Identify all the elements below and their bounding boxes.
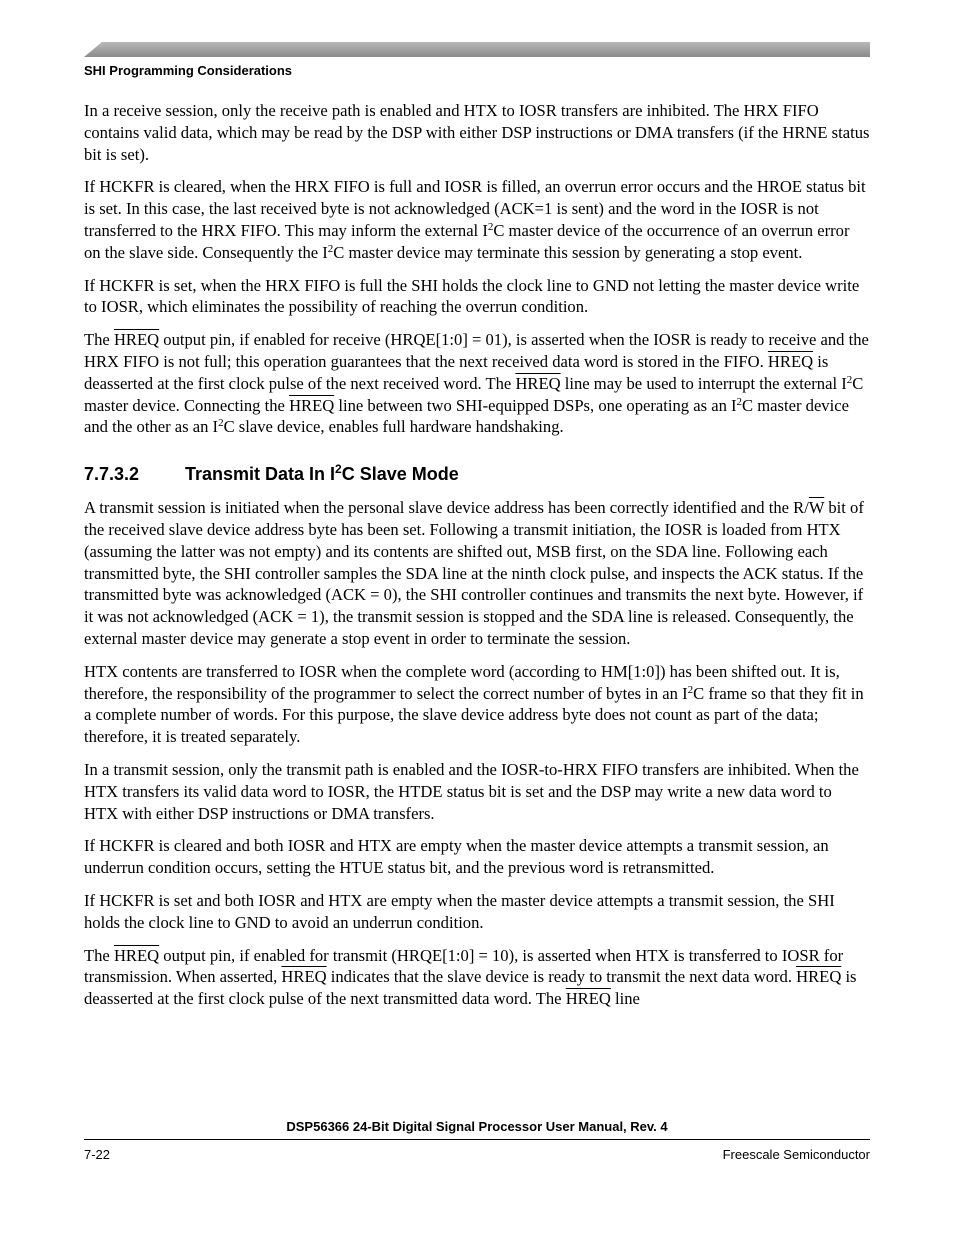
paragraph-htx-contents: HTX contents are transferred to IOSR when the complete word (according to HM[1:0]) has been shifted out. It is, therefore, the responsibility of the programmer to select the correct number of bytes in an $I^2C$ frame so that they fit in a complete number of words. For this purpose, the slave device address byte does not count as part of the data; therefore, it is treated separately. (84, 661, 864, 747)
hreq-signal: HREQ (565, 989, 611, 1009)
paragraph-hckfr-cleared: If HCKFR is cleared, when the HRX FIFO is full and IOSR is filled, an overrun error occurs and the HROE status bit is set. In this case, the last received byte is not acknowledged (ACK=1 is sent) and the word in the IOSR is not transferred to the HRX FIFO. This may inform the external $I^2C$ master device of the occurrence of an overrun error on the slave side. Consequently the $I^2C$ master device may terminate this session by generating a stop event. (84, 177, 866, 262)
w-signal: $\overline{W}$ (808, 498, 825, 518)
section-title: Transmit Data In $I^2C$ Slave Mode (185, 462, 459, 485)
paragraph-underrun: If HCKFR is cleared and both IOSR and HTX are empty when the master device attempts a transmit session, an underrun condition occurs, setting the HTUE status bit, and the previous word is retransmitted. (84, 836, 829, 878)
hreq-signal: HREQ (113, 330, 160, 350)
paragraph-hreq-receive: The HREQ output pin, if enabled for receive (HRQE[1:0] = 01), is asserted when the IOSR is ready to receive and the HRX FIFO is not full; this operation guarantees that the next received data word is stored in the FIFO. HREQ is deasserted at the first clock pulse of the next received word. The HREQ line may be used to interrupt the external $I^2C$ master device. Connecting the HREQ line between two SHI-equipped DSPs, one operating as an $I^2C$ master device and the other as an $I^2C$ slave device, enables full hardware handshaking. (84, 330, 869, 437)
footer-rule (84, 1139, 870, 1140)
paragraph-receive-session: In a receive session, only the receive path is enabled and HTX to IOSR transfers are inhibited. The HRX FIFO contains valid data, which may be read by the DSP with either DSP instructions or DMA transfers (if the HRNE status bit is set). (84, 101, 870, 164)
hreq-signal: HREQ (796, 967, 842, 987)
running-head: SHI Programming Considerations (84, 63, 293, 78)
hreq-signal: HREQ (289, 395, 335, 415)
section-number: 7.7.3.2 (84, 464, 140, 485)
paragraph-transmit-session: A transmit session is initiated when the personal slave device address has been correctly identified and the $R/\overline{W}$ bit of the received slave device address byte has been set. Following a transmit initiation, the IOSR is loaded from HTX (assuming the latter was not empty) and its contents are shifted out, MSB first, on the SDA line. Following each transmitted byte, the SHI controller samples the SDA line at the ninth clock pulse, and inspects the ACK status. If the transmitted byte was acknowledged (ACK = 0), the SHI controller continues and transmits the next byte. However, if it was not acknowledged (ACK = 1), the transmit session is stopped and the SDA line is released. Consequently, the external master device may generate a stop event in order to terminate the session. (84, 498, 864, 648)
footer-manual-title: DSP56366 24-Bit Digital Signal Processor User Manual, Rev. 4 (286, 1119, 668, 1134)
paragraph-hreq-transmit: The HREQ output pin, if enabled for transmit (HRQE[1:0] = 10), is asserted when HTX is transferred to IOSR for transmission. When asserted, HREQ indicates that the slave device is ready to transmit the next data word. HREQ is deasserted at the first clock pulse of the next transmitted data word. The HREQ line (84, 945, 857, 1009)
hreq-signal: HREQ (281, 967, 327, 987)
paragraph-hckfr-set-transmit: If HCKFR is set and both IOSR and HTX are empty when the master device attempts a transmit session, the SHI holds the clock line to GND to avoid an underrun condition. (84, 890, 835, 932)
paragraph-transmit-path: In a transmit session, only the transmit path is enabled and the IOSR-to-HRX FIFO transfers are inhibited. When the HTX transfers its valid data word to IOSR, the HTDE status bit is set and the DSP may write a new data word to HTX with either DSP instructions or DMA transfers. (84, 759, 859, 823)
footer-company: Freescale Semiconductor (722, 1147, 870, 1162)
section-heading (84, 463, 870, 485)
hreq-signal: HREQ (767, 351, 814, 371)
footer-page-number: 7-22 (84, 1147, 111, 1162)
hreq-signal: HREQ (515, 373, 561, 393)
header-band (84, 42, 870, 57)
body-text (84, 100, 870, 1021)
paragraph-hckfr-set: If HCKFR is set, when the HRX FIFO is full the SHI holds the clock line to GND not letting the master device write to IOSR, which eliminates the possibility of reaching the overrun condition. (84, 275, 860, 317)
hreq-signal: HREQ (113, 945, 160, 965)
